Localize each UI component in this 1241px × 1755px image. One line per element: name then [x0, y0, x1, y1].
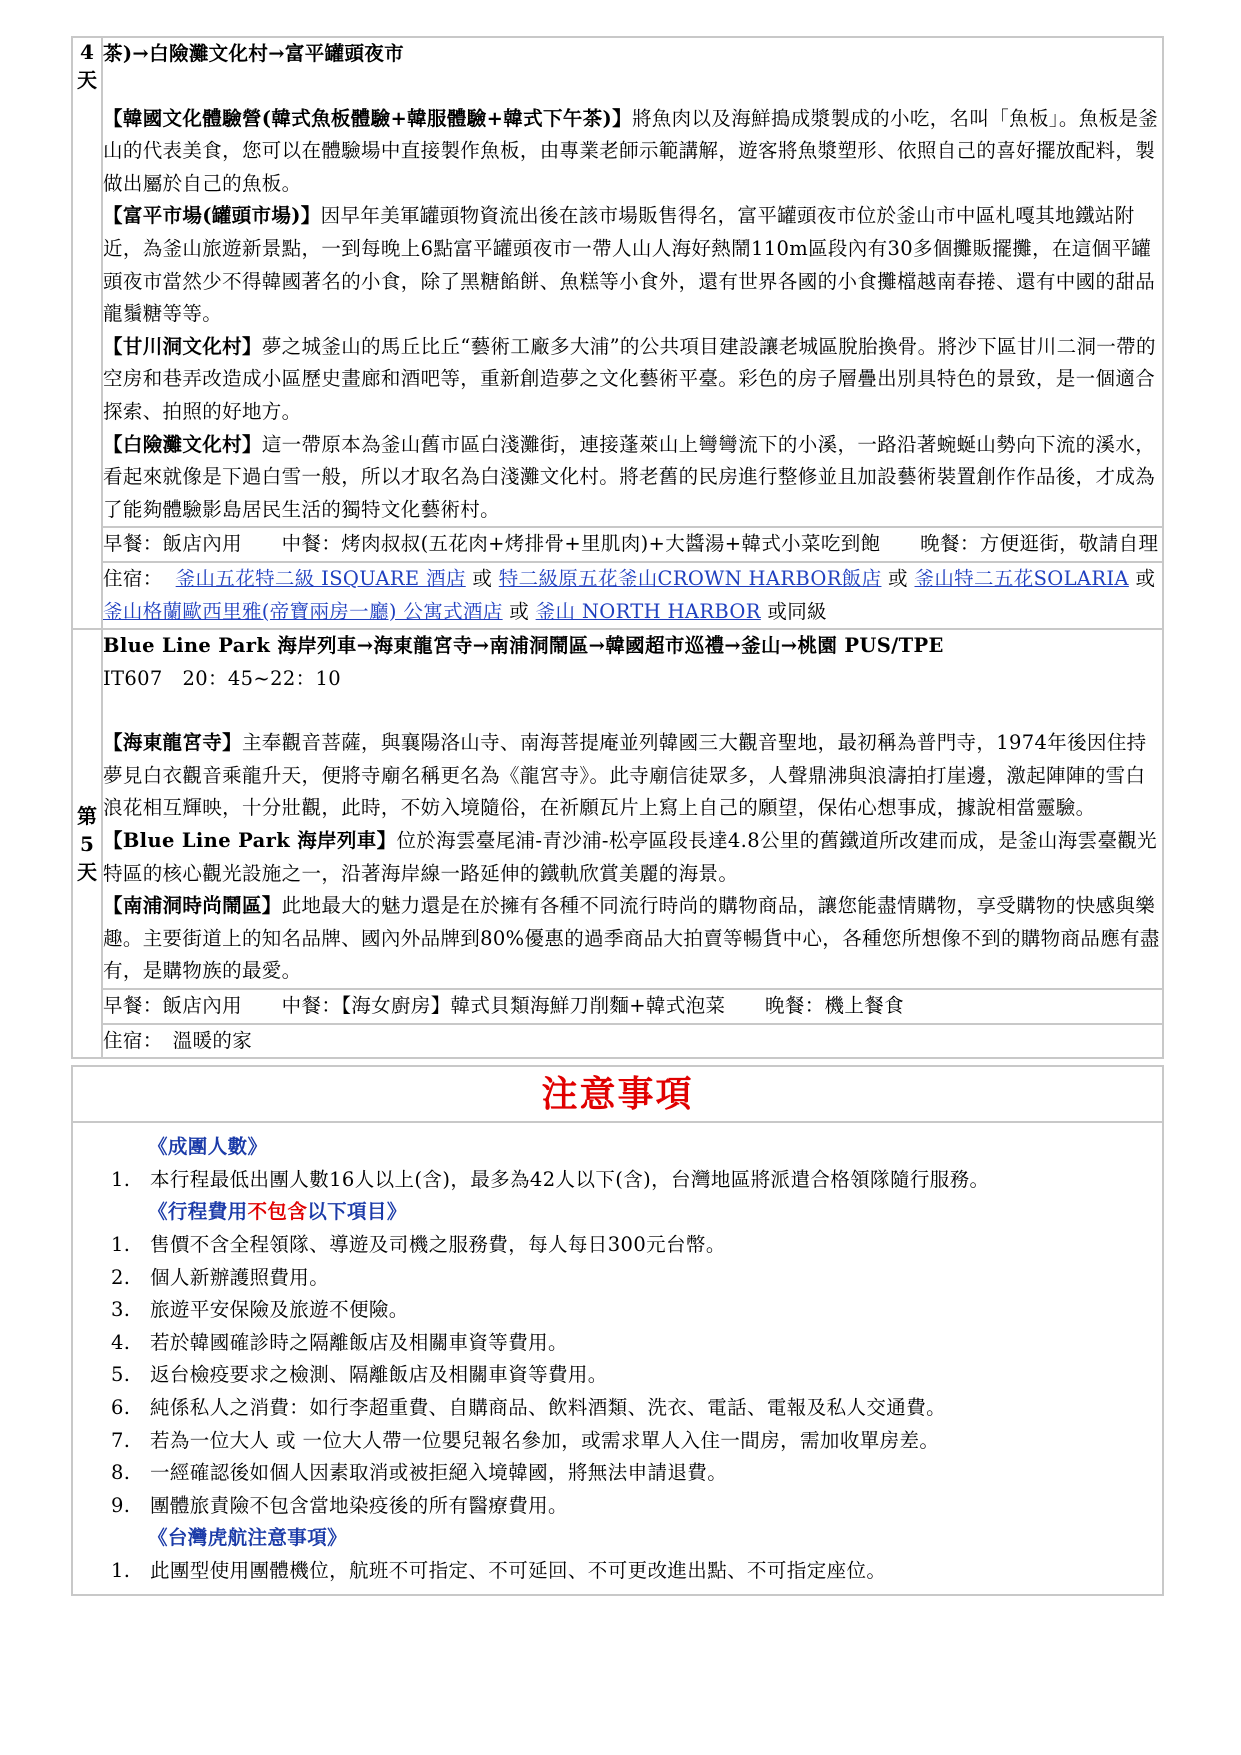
day4-hotel-row — [72, 562, 1163, 629]
day5-meals: 早餐：飯店內用 中餐：【海女廚房】韓式貝類海鮮刀削麵+韓式泡菜 晚餐：機上餐食 — [102, 989, 1163, 1024]
page — [71, 36, 1164, 1596]
day4-label-number: 4 — [80, 40, 94, 64]
tigerair-list — [73, 1555, 1162, 1588]
day5-para-2: 【Blue Line Park 海岸列車】位於海雲臺尾浦-青沙浦-松亭區段長達4.8公里的舊鐵道所改建而成，是釜山海雲臺觀光特區的核心觀光設施之一，沿著海岸線一路延伸的鐵軌欣賞美麗的海景。 — [103, 829, 1157, 885]
day5-meals-row — [72, 989, 1163, 1024]
exclusions-list — [73, 1229, 1162, 1522]
hotel-link-grand-oseria[interactable]: 釜山格蘭歐西里雅(帝寶兩房一廳) 公寓式酒店 — [103, 599, 503, 623]
group-size-heading: 《成團人數》 — [148, 1135, 268, 1159]
list-item: 1. 售價不含全程領隊、導遊及司機之服務費，每人每日300元台幣。 — [111, 1233, 726, 1256]
exclusions-heading: 《行程費用不包含以下項目》 — [148, 1200, 407, 1224]
day5-main-row — [72, 629, 1163, 989]
list-item: 7. 若為一位大人 或 一位大人帶一位嬰兒報名參加，或需求單人入住一間房，需加收單房差。 — [111, 1428, 940, 1452]
list-item: 5. 返台檢疫要求之檢測、隔離飯店及相關車資等費用。 — [111, 1363, 608, 1387]
list-item: 4. 若於韓國確診時之隔離飯店及相關車資等費用。 — [111, 1330, 568, 1354]
list-item: 8. 一經確認後如個人因素取消或被拒絕入境韓國，將無法申請退費。 — [111, 1461, 728, 1485]
day4-main-row — [72, 37, 1163, 527]
day5-para-3: 【南浦洞時尚鬧區】此地最大的魅力還是在於擁有各種不同流行時尚的購物商品，讓您能盡情購物，享受購物的快感與樂趣。主要街道上的知名品牌、國內外品牌到80%優惠的過季商品大拍賣等暢貨中心，各種您所想像不到的購物商品應有盡有，是購物族的最愛。 — [103, 894, 1160, 983]
day5-label-number: 5 — [80, 831, 94, 856]
day5-label-di: 第 — [77, 803, 97, 828]
itinerary-table — [71, 36, 1164, 1059]
notice-section — [71, 1065, 1164, 1595]
list-item: 1. 本行程最低出團人數16人以上(含)，最多為42人以下(含)，台灣地區將派遣合格領隊隨行服務。 — [111, 1167, 990, 1191]
day5-hotel: 住宿： 溫暖的家 — [102, 1024, 1163, 1059]
day4-label-day: 天 — [77, 68, 97, 92]
day4-para-1: 【韓國文化體驗營(韓式魚板體驗+韓服體驗+韓式下午茶)】將魚肉以及海鮮搗成漿製成的小吃，名叫「魚板」。魚板是釜山的代表美食，您可以在體驗場中直接製作魚板，由專業老師示範講解，遊客將魚漿塑形、依照自己的喜好擺放配料，製做出屬於自己的魚板。 — [103, 106, 1159, 195]
day4-para-3: 【甘川洞文化村】夢之城釜山的馬丘比丘“藝術工廠多大浦”的公共項目建設讓老城區脫胎換骨。將沙下區甘川二洞一帶的空房和巷弄改造成小區歷史畫廊和酒吧等，重新創造夢之文化藝術平臺。彩色的房子層疊出別具特色的景致，是一個適合探索、拍照的好地方。 — [103, 334, 1156, 423]
day5-content — [102, 629, 1163, 989]
tigerair-heading: 《台灣虎航注意事項》 — [148, 1526, 348, 1550]
day5-flight: IT607 20：45~22：10 — [103, 666, 341, 690]
notice-title: 注意事項 — [73, 1067, 1162, 1123]
hotel-link-crown-harbor[interactable]: 特二級原五花釜山CROWN HARBOR飯店 — [498, 566, 882, 590]
day5-hotel-row — [72, 1024, 1163, 1059]
group-size-list — [73, 1164, 1162, 1197]
notice-body — [73, 1123, 1162, 1593]
day4-route: 茶)→白險灘文化村→富平罐頭夜市 — [103, 42, 405, 65]
day5-route: Blue Line Park 海岸列車→海東龍宮寺→南浦洞鬧區→韓國超市巡禮→釜山→桃園 PUS/TPE — [103, 634, 944, 658]
hotel-link-isquare[interactable]: 釜山五花特二級 ISQUARE 酒店 — [175, 566, 466, 590]
hotel-link-solaria[interactable]: 釜山特二五花SOLARIA — [914, 566, 1129, 590]
day4-meals: 早餐：飯店內用 中餐：烤肉叔叔(五花肉+烤排骨+里肌肉)+大醬湯+韓式小菜吃到飽 晚餐：方便逛街，敬請自理 — [102, 527, 1163, 562]
day4-para-4: 【白險灘文化村】這一帶原本為釜山舊市區白淺灘街，連接蓬萊山上彎彎流下的小溪，一路沿著蜿蜒山勢向下流的溪水，看起來就像是下過白雪一般，所以才取名為白淺灘文化村。將老舊的民房進行整修並且加設藝術裝置創作作品後，才成為了能夠體驗影島居民生活的獨特文化藝術村。 — [103, 432, 1156, 521]
day5-label-day: 天 — [77, 859, 97, 884]
day4-meals-row — [72, 527, 1163, 562]
list-item: 1. 此團型使用團體機位，航班不可指定、不可延回、不可更改進出點、不可指定座位。 — [111, 1558, 887, 1582]
hotel-link-north-harbor[interactable]: 釜山 NORTH HARBOR — [535, 599, 761, 623]
day4-label — [72, 37, 102, 629]
list-item: 2. 個人新辦護照費用。 — [111, 1265, 330, 1289]
day4-para-2: 【富平市場(罐頭市場)】因早年美軍罐頭物資流出後在該市場販售得名，富平罐頭夜市位於釜山市中區札嘎其地鐵站附近，為釜山旅遊新景點，一到每晚上6點富平罐頭夜市一帶人山人海好熱鬧110m區段內有30多個攤販擺攤，在這個平罐頭夜市當然少不得韓國著名的小食，除了黑糖餡餅、魚糕等小食外，還有世界各國的小食攤檔越南春捲、還有中國的甜品龍鬚糖等等。 — [103, 204, 1156, 326]
day5-label — [72, 629, 102, 1058]
day4-hotel: 住宿： 釜山五花特二級 ISQUARE 酒店 或 特二級原五花釜山CROWN HARBOR飯店 或 釜山特二五花SOLARIA 或 釜山格蘭歐西里雅(帝寶兩房一廳) 公寓式酒店 或 釜山 NORTH HARBOR 或同級 — [102, 562, 1163, 629]
list-item: 6. 純係私人之消費：如行李超重費、自購商品、飲料酒類、洗衣、電話、電報及私人交通費。 — [111, 1395, 947, 1419]
day4-content — [102, 37, 1163, 527]
list-item: 3. 旅遊平安保險及旅遊不便險。 — [111, 1298, 409, 1322]
list-item: 9. 團體旅責險不包含當地染疫後的所有醫療費用。 — [111, 1493, 568, 1517]
day5-para-1: 【海東龍宮寺】主奉觀音菩薩，與襄陽洛山寺、南海菩提庵並列韓國三大觀音聖地，最初稱為普門寺，1974年後因住持夢見白衣觀音乘龍升天，便將寺廟名稱更名為《龍宮寺》。此寺廟信徒眾多，人聲鼎沸與浪濤拍打崖邊，激起陣陣的雪白浪花相互輝映，十分壯觀，此時，不妨入境隨俗，在祈願瓦片上寫上自己的願望，保佑心想事成，據說相當靈驗。 — [103, 731, 1147, 820]
